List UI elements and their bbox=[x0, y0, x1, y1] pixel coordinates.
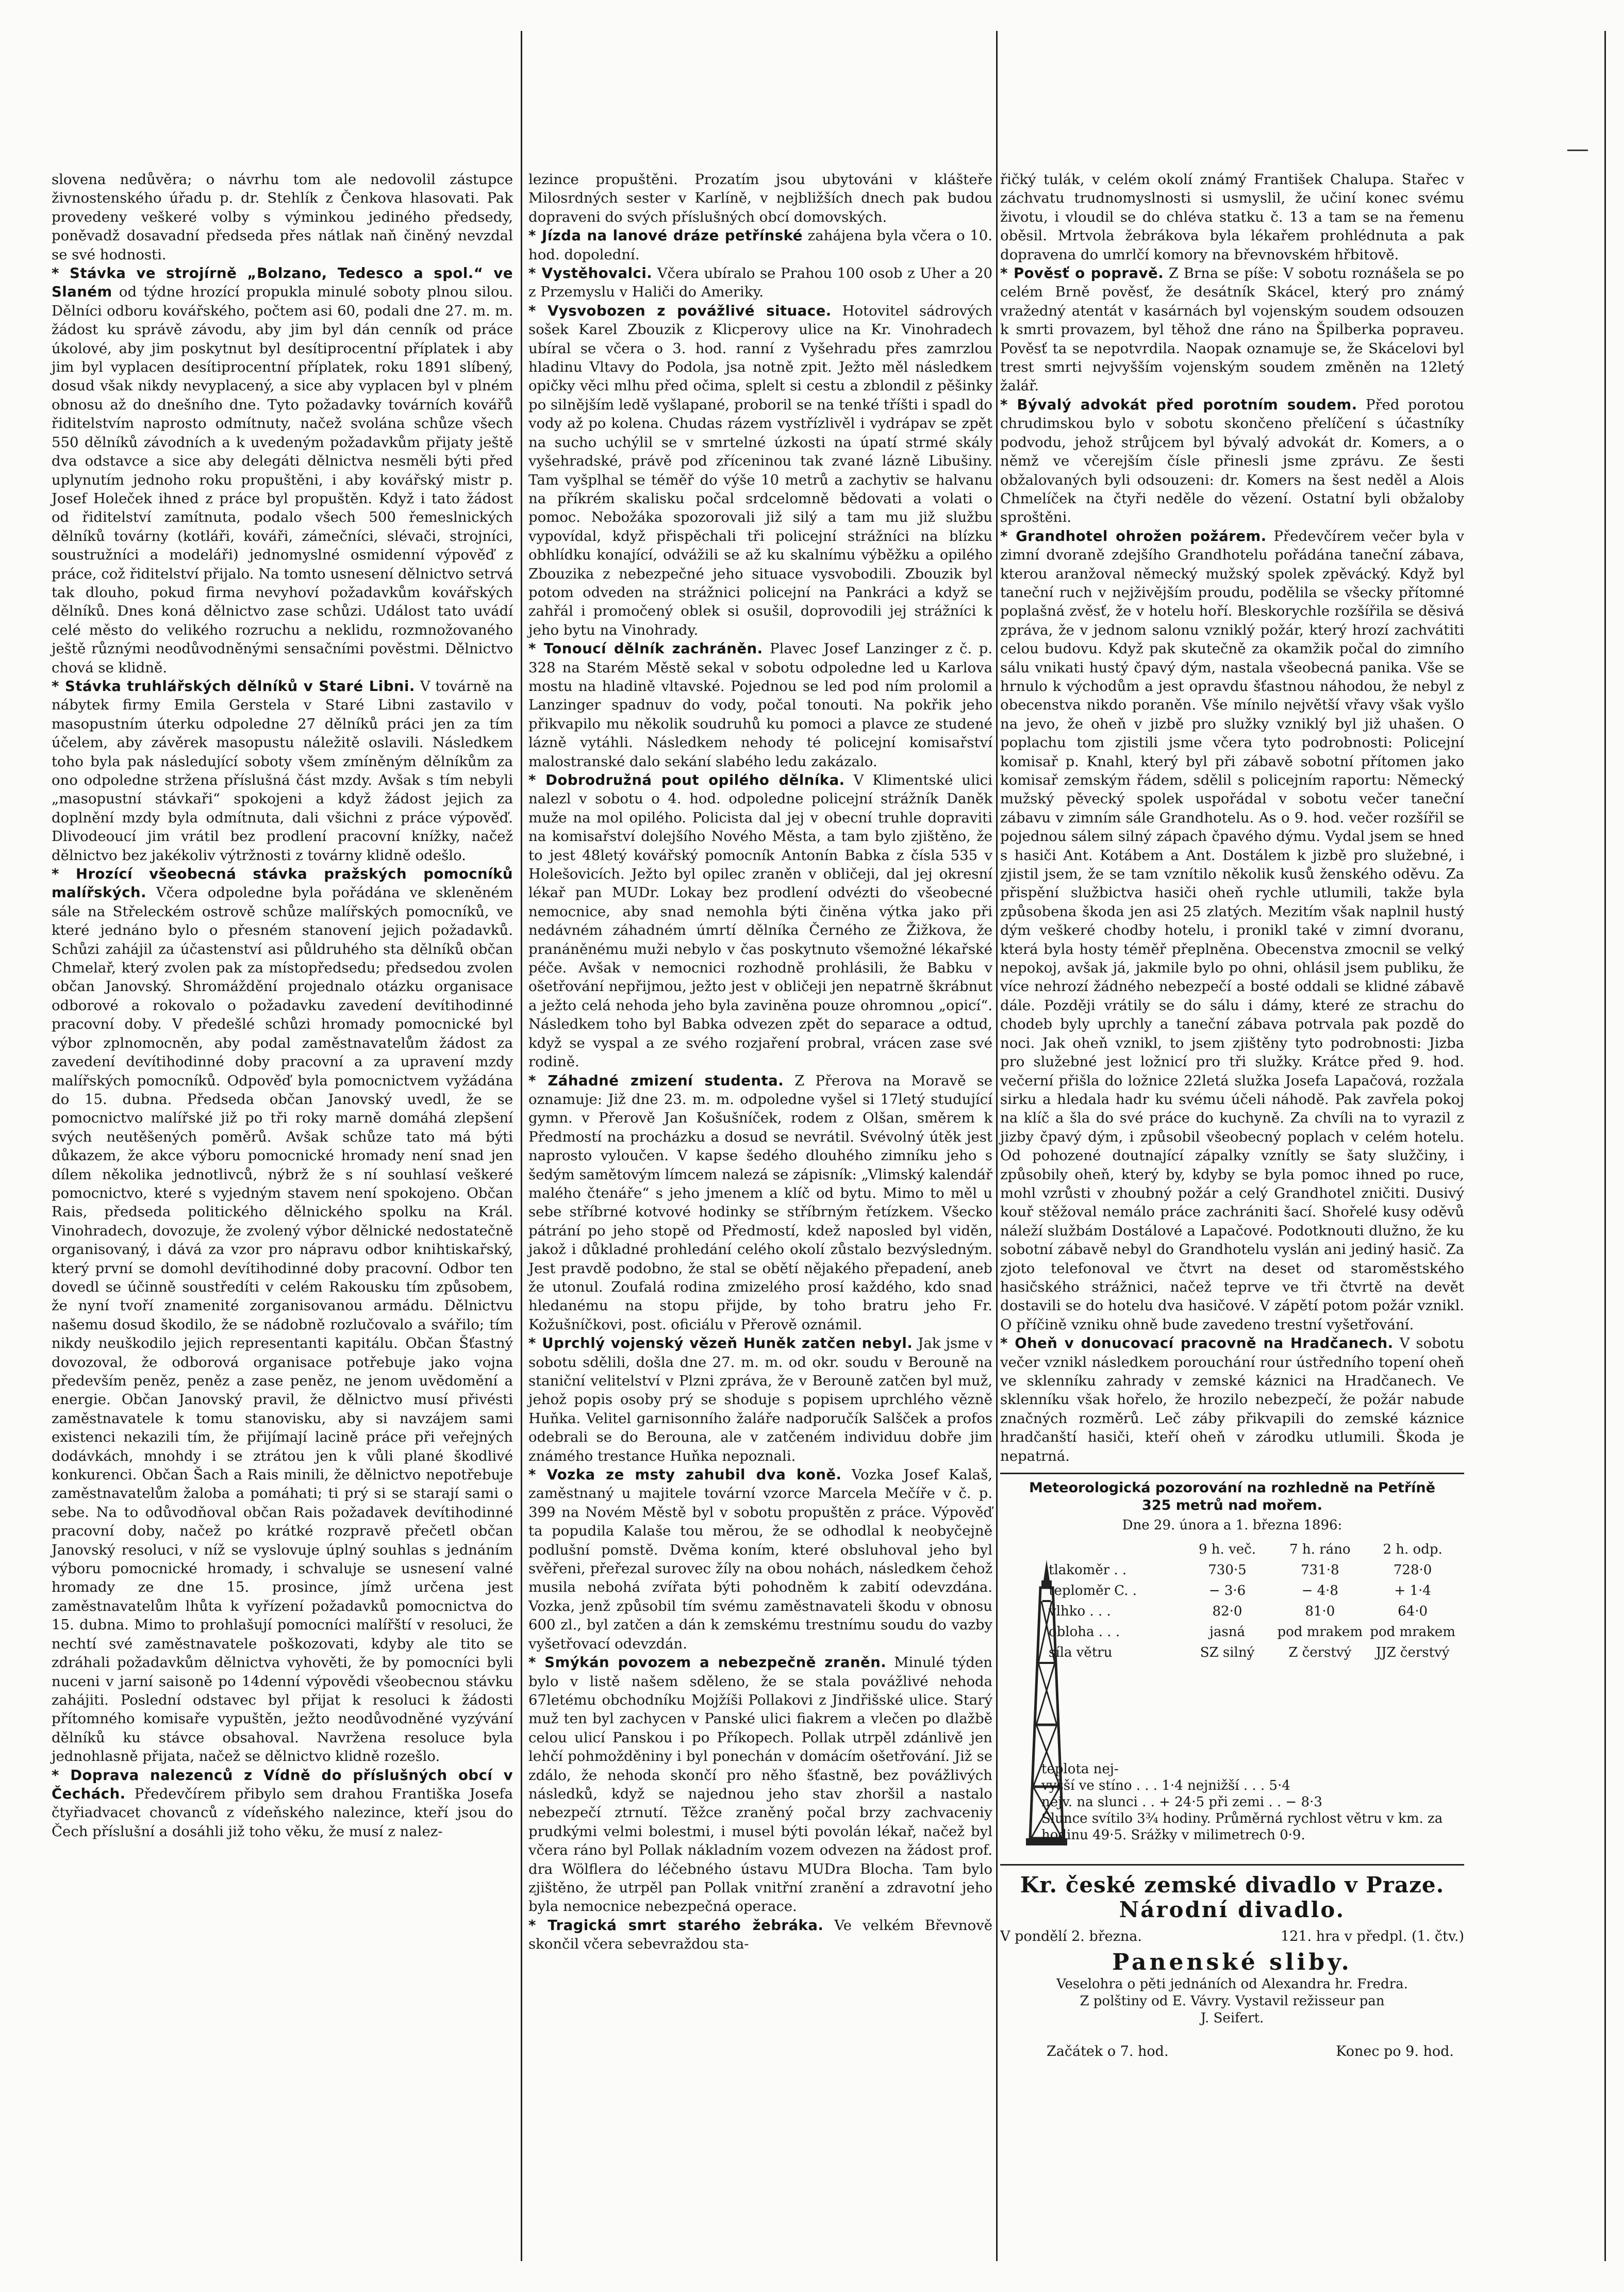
article-body: Z Přerova na Moravě se oznamuje: Již dne 23. m. m. odpoledne vyšel si 17letý studující gymn. v Přerově Jan Košušníček, rodem z Olšan, směrem k Předmostí na procházku a dosud se nevrátil. Svévolný útěk jest naprosto vyloučen. V kapse šedého dlouhého zimníku jeho s šedým samětovým límcem nalezá se zápisník: „Vlimský kalendář malého čtenáře“ s jeho jmenem a klíč od bytu. Mimo to měl u sebe stříbrné kotvové hodinky se stříbrným řetízkem. Všecko pátrání po jeho stopě od Předmostí, kdež naposled byl viděn, jakož i důkladné prohledání celého okolí zůstalo bezvýsledným. Jest pravdě podobno, že stal se obětí nějakého přepadení, aneb že utonul. Zoufalá rodina zmizelého prosí každého, kdo snad hledanému na stopu přijde, by toho bratru jeho Fr. Kožušníčkovi, post. oficiálu v Přerově oznámil. bbox=[528, 1072, 992, 1333]
article-paragraph bbox=[528, 170, 992, 226]
theatre-start: Začátek o 7. hod. bbox=[1047, 2043, 1169, 2060]
article-body: Z Brna se píše: V sobotu roznášela se po celém Brně pověsť, že desátník Skácel, který pro známý vražedný atentát v kasárnách byl vojenským soudem odsouzen k smrti provazem, byl těhož dne ráno na Špilberka popraveu. Pověsť ta se nepotvrdila. Naopak oznamuje se, že Skácelovi byl trest smrti nejvyšším vojenským soudem změněn na 12letý žalář. bbox=[1000, 265, 1464, 394]
article-paragraph bbox=[1000, 170, 1464, 264]
met-row-label: teploměr C. . bbox=[1049, 1583, 1137, 1599]
theatre-subtitle: Národní divadlo. bbox=[1119, 1897, 1346, 1923]
met-value: Z čerstvý bbox=[1288, 1645, 1352, 1661]
met-extra-line: Slunce svítilo 3¾ hodiny. Průměrná rychlost větru v km. za hodinu 49·5. Srážky v milimetrech 0·9. bbox=[1041, 1811, 1443, 1843]
article-body: Minulé týden bylo v listě našem sděleno, že se stala povážlivé nehoda 67letému obchodníku Mojžíši Pollakovi z Jindřišské ulice. Starý muž ten byl zachycen v Panské ulici fiakrem a vlečen po dlažbě celou ulicí Panskou i po Příkopech. Pollak utrpěl zdánlivě jen lehčí pohmožděniny i byl ponechán v domácím ošetřování. Již se zdálo, že nehoda skončí pro něho šťastně, bez povážlivých následků, když se najednou jeho stav zhoršil a nastalo nebezpečí ztrnutí. Těžce zraněný počal brzy zachvaceniу prudkými velmi bolestmi, i musel býti povolán lékař, načež byl včera ráno byl Pollak nákladním vozem odvezen na žádost prof. dra Wölflera do léčebného ústavu MUDra Blocha. Tam bylo zjištěno, že utrpěl pan Pollak vnitřní zranění a zdravotní jeho byla nemocnice nebezpečná operace. bbox=[528, 1654, 992, 1915]
article-heading: * Tonoucí dělník zachráněn. bbox=[528, 640, 763, 657]
article-body: Před porotou chrudimskou bylo v sobotu skončeno přelíčení s účastníky podvodu, jehož strůjcem byl bývalý advokát dr. Komers, a o němž ve včerejším čísle přinesli jsme zprávu. Ze šesti obžalovaných byli odsouzeni: dr. Komers na šest neděl a Alois Chmelíček na čtyři neděle do vězení. Ostatní byli obžaloby sproštěni. bbox=[1000, 396, 1464, 526]
article-heading: * Bývalý advokát před porotním soudem. bbox=[1000, 396, 1357, 413]
article-body: V sobotu večer vznikl následkem porouchání rour ústředního topení oheň ve sklenníku zahrady v zemské káznici na Hradčanech. Ve sklenníku však hořelo, že hrozilo nebezpečí, že požár nabude značných rozměrů. Leč záby přikvapili do zemské káznice hradčanští hasiči, kteří oheň v zárodku utlumili. Škoda je nepatrná. bbox=[1000, 1335, 1464, 1464]
article-paragraph bbox=[52, 677, 513, 865]
article-heading: * Grandhotel ohrožen požárem. bbox=[1000, 527, 1267, 545]
article-body: Vozka Josef Kalaš, zaměstnaný u majitele tovární vzorce Marcela Mečíře v č. p. 399 na Novém Městě byl v sobotu propuštěn z práce. Výpověď ta popudila Kalaše tou měrou, že se odhodlal k neobyčejně podlušní pomstě. Dvěma koním, které obsluhoval jeho byl svěřeni, přeřezal surovec žíly na obou nohách, následkem čehož musila nebohá zvířata býti pohodněm k zabití odevzdána. Vozka, jenž způsobil tím svému zaměstnavateli škodu v obnosu 600 zl., byl zatčen a dán k zemskému trestnímu soudu do vazby vyšetřovací odevzdán. bbox=[528, 1466, 992, 1652]
section-divider bbox=[1000, 1473, 1464, 1474]
article-body: slovena nedůvěra; o návrhu tom ale nedovolil zástupce živnostenského úřadu p. dr. Stehlík z Čenkova hlasovati. Pak provedeny veškeré volby s výminkou jediného předsedy, poněvadž dosavadní předseda přes nátlak naň činěný nevzdal se své hodnosti. bbox=[52, 171, 513, 263]
theatre-play-title: Panenské sliby. bbox=[1112, 1949, 1352, 1976]
article-paragraph bbox=[1000, 264, 1464, 395]
article-heading: * Záhadné zmizení studenta. bbox=[528, 1072, 784, 1089]
met-value: − 3·6 bbox=[1208, 1583, 1246, 1599]
article-body: V továrně na nábytek firmy Emila Gerstela v Staré Libni zastavilo v masopustním úterku odpoledne 27 dělníků práci jen za tím účelem, aby závěrek masopustu náležitě oslavili. Následkem toho byla pak následující soboty všem zmíněným dělníkům za ono odpoledne stržena příslušná část mzdy. Avšak s tím nebyli „masopustní stávkaři“ spokojeni a když žádost jejich za doplnění mzdy byla odmítnuta, dali všichni z práce výpověď. Dlivodeoucí jim vrátil bez prodlení pracovní knížky, načež dělnictvo bez jakékoliv výtržnosti z továrny klidně odešlo. bbox=[52, 678, 513, 864]
article-paragraph bbox=[528, 1071, 992, 1334]
article-body: Jak jsme v sobotu sdělili, došla dne 27. m. m. od okr. soudu v Berouně na staniční velitelství v Plzni zpráva, že v Berouně zatčen byl muž, jehož popis osoby prý se shoduje s popisem uprchlého vězně Huňka. Velitel garnisonního žaláře nadporučík Salšček a profos odebrali se do Berouna, ale v zatčeném individuu dobře jim známého trestance Huňka nepoznali. bbox=[528, 1335, 992, 1464]
article-paragraph bbox=[528, 302, 992, 639]
article-heading: * Vystěhovalci. bbox=[528, 265, 653, 282]
article-heading: * Vysvobozen z povážlivé situace. bbox=[528, 302, 832, 319]
met-row-label: vlhko . . . bbox=[1049, 1604, 1111, 1620]
article-paragraph bbox=[52, 264, 513, 677]
met-row-label: tlakoměr . . bbox=[1049, 1562, 1127, 1578]
met-title-2: 325 metrů nad mořem. bbox=[1142, 1497, 1322, 1514]
met-value: 728·0 bbox=[1393, 1562, 1432, 1578]
column-3 bbox=[1000, 170, 1464, 2061]
article-heading: * Stávka truhlářských dělníků v Staré Libni. bbox=[52, 678, 415, 695]
article-paragraph bbox=[528, 264, 992, 302]
column-rule bbox=[521, 31, 522, 2261]
met-value: − 4·8 bbox=[1301, 1583, 1338, 1599]
article-body: Hotovitel sádrových sošek Karel Zbouzik z Klicperovy ulice na Kr. Vinohradech ubíral se včera o 3. hod. ranní z Vyšehradu přes zamrzlou hladinu Vltavy do Podola, jsa notně zpit. Ježto měl následkem opičky věci mlhu před očima, splelt si cestu a zblondil z pěšinky po silnějším ledě vyšlapané, proboril se na tenké tříšti i spadl do vody až po kolena. Chudas rázem vystřízlivěl i vydrápav se zpět na sucho uchýlil se v smrtelné úzkosti na úpatí strmé skály vyšehradské, právě pod zříceninou tak zvané lázně Libušiny. Tam vyšplhal se téměř do výše 10 metrů a zachytiv se halvanu na příkrém skalisku počal srdcelomně bědovati a volati o pomoc. Nebožáka spozorovali již silý a tam mu již službu vypovídal, když přispěchali tři policejní strážníci na blízku obhlídku konající, odvážili se až ku skalnímu výběžku a opilého Zbouzika z nebezpečné jeho situace vysvobodili. Zbouzik byl potom odveden na strážnici policejní na Pankráci a když se zahřál i promočený oblek si osušil, doprovodili jej strážníci k jeho bytu na Vinohrady. bbox=[528, 302, 992, 638]
theatre-performance: 121. hra v předpl. (1. čtv.) bbox=[1280, 1928, 1464, 1945]
article-paragraph bbox=[52, 865, 513, 1766]
met-extra-line: nejv. na slunci . . + 24·5 při zemi . . − 8·3 bbox=[1041, 1794, 1322, 1810]
met-value: 731·8 bbox=[1301, 1562, 1339, 1578]
article-heading: * Vozka ze msty zahubil dva koně. bbox=[528, 1466, 842, 1483]
met-col-header: 2 h. odp. bbox=[1383, 1542, 1443, 1558]
met-value: 81·0 bbox=[1305, 1604, 1335, 1620]
article-paragraph bbox=[1000, 395, 1464, 527]
met-extra-line: teplota nej- bbox=[1041, 1761, 1119, 1777]
article-body: Předevčírem večer byla v zimní dvoraně zdejšího Grandhotelu pořádána taneční zábava, kterou aranžoval německý mužský spolek zpěvácký. Když byl taneční ruch v nejživějším proudu, podělila se všecky přítomné poplašná zvěsť, že v hotelu hoří. Bleskorychle rozšířila se děsivá zpráva, že v jednom salonu vzniklý požár, který hrozí zachvátiti celou budovu. Když pak skutečně za okamžik počal do zimního sálu vnikati hustý čpavý dým, nastala všeobecná panika. Vše se hrnulo k východům a jest opravdu šťastnou náhodou, že nebyl z obecenstva nikdo poraněn. Vše mínilo největší vřavy však vyšlo na jevo, že oheň v jizbě pro služky vzniklý byl již uhašen. O poplachu tom zjistili jsme včera tyto podrobnosti: Policejní komisař p. Knahl, který byl při zábavě sobotní přítomen jako komisař zemským řádem, sdělil s policejním raportu: Německý mužský pěvecký spolek uspořádal v sobotu večer taneční zábavu v zimním sále Grandhotelu. As o 9. hod. večer rozšířil se pojednou sálem silný zápach čpavého dýmu. Vydal jsem se hned s hasiči Ant. Kotábem a Ant. Dostálem k jizbě pro služebné, i zjistil jsem, že se tam vznítilo několik kusů ženského oděvu. Za přispění službictva hasiči oheň rychle utlumili, takže byla způsobena škoda jen asi 25 zlatých. Mezitím však naplnil hustý dým veškeré chodby hotelu, i pronikl také v zimní dvoranu, která byla hosty téměř přeplněna. Obecenstva zmocnil se velký nepokoj, avšak já, jakmile bylo po ohni, ohlásil jsem publiku, že více nehrozí žádného nebezpečí a bosté oddali se klidné zábavě dále. Později vrátily se do sálu i dámy, které ze strachu do chodeb byly uprchly a taneční zábava potrvala pak pozdě do noci. Jak oheň vznikl, to jsem zjištěny tyto podrobnosti: Jizba pro služebné jest ložnicí pro tři služky. Krátce před 9. hod. večerní přišla do ložnice 22letá služka Josefa Lapačová, rozžala sirku a hledala hadr ku svému účeli náhodě. Pak zavřela pokoj na klíč a šla do své práce do kuchyně. Za chvíli na to vyrazil z jizby čpavý dým, i způsobil všeobecný poplach v celém hotelu. Od pohozené doutnající zápalky vznítly se šaty služčiny, i způsobily oheň, který by, kdyby se byla pomoc ihned po ruce, mohl vzrůsti v zhoubný požár a celý Grandhotel zničiti. Dusivý kouř stěžoval nemálo práce zachrániti šací. Shořelé kusy oděvů náleží službám Dostálové a Lapačové. Podotknouti dlužno, že ku sobotní zábavě nebyl do Grandhotelu vyslán ani jediný hasič. Za zjoto telefonoval ve čtvrt na deset od staroměstského hasičského strážnici, načež teprve ve tři čtvrtě na devět dostavili se do hotelu dva hasičové. V zápětí potom požár vznikl. O příčině vzniku ohně bude zavedeno trestní vyšetřování. bbox=[1000, 527, 1464, 1333]
theatre-end: Konec po 9. hod. bbox=[1336, 2043, 1454, 2060]
column-1 bbox=[52, 170, 513, 1841]
article-body: Plavec Josef Lanzinger z č. p. 328 na Starém Městě sekal v sobotu odpoledne led u Karlova mostu na hladině vltavské. Pojednou se led pod ním prolomil a Lanzinger spadnuv do vody, počal tonouti. Na pokřik jeho přikvapilo mu několik soudruhů ku pomoci a plavce ze studené lázně vytáhli. Následkem nehody té policejní komisařství malostranské dalo sekání slabého ledu zakázalo. bbox=[528, 640, 993, 770]
article-heading: * Pověsť o popravě. bbox=[1000, 265, 1164, 282]
met-table bbox=[1047, 1539, 1459, 1663]
article-heading: * Dobrodružná pout opilého dělníka. bbox=[528, 772, 845, 788]
met-value: SZ silný bbox=[1200, 1645, 1255, 1661]
article-paragraph bbox=[528, 1465, 992, 1653]
margin-dash bbox=[1567, 150, 1588, 151]
article-paragraph bbox=[1000, 1334, 1464, 1465]
meteorological-box bbox=[1000, 1479, 1464, 1859]
theatre-cast: Z polštiny od E. Vávry. Vystavil režisseur pan bbox=[1080, 1993, 1385, 2009]
article-body: řičký tulák, v celém okolí známý František Chalupa. Stařec v záchvatu trudnomyslnosti si usmyslil, že učiní konec svému životu, i vloudil se do chléva statku č. 13 a tam se na řemenu oběsil. Mrtvola žebrákova byla lékařem prohlédnuta a pak dopravena do umrlčí komory na břevnovském hřbitově. bbox=[1000, 171, 1464, 263]
theatre-date: V pondělí 2. března. bbox=[1000, 1928, 1142, 1945]
section-divider bbox=[1000, 1864, 1464, 1866]
met-title: Meteorologická pozorování na rozhledně na Petříně bbox=[1029, 1480, 1435, 1496]
article-paragraph bbox=[528, 1916, 992, 1954]
theatre-cast: Veselohra o pěti jednáních od Alexandra hr. Fredra. bbox=[1056, 1976, 1408, 1992]
met-value: 82·0 bbox=[1212, 1604, 1242, 1620]
met-row-label: síla větru bbox=[1049, 1645, 1113, 1661]
article-paragraph bbox=[1000, 527, 1464, 1334]
article-heading: * Jízda na lanové dráze petřínské bbox=[528, 227, 803, 244]
article-body: od týdne hrozící propukla minulé soboty plnou silou. Dělníci odboru kovářského, počtem asi 60, podali dne 27. m. m. žádost ku správě závodu, aby jim byl dán cenník od práce úkolové, aby jim poskytnut byl desítiprocentní příplatek i aby jim byl vyplacen desítiprocentní příplatek, roku 1891 slíbený, dosud však nikdy nevyplacený, a sice aby vyplacen byl v plném obnosu až do dnešního dne. Tyto požadavky továrních kovářů řiditelstvím naprosto odmítnuty, načež svolána schůze všech 550 dělníků závodních a k uvedeným požadavkům přijaty ještě dva odstavce a sice aby delegáti dělnictva nesměli býti před uplynutím jednoho roku propuštěni, i aby kovářský mistr p. Josef Holeček ihned z práce byl propuštěn. Když i tato žádost od řiditelství zamítnuta, podalo všech 500 řemeslnických dělníků továrny (kotláři, kováři, zámečníci, slévači, strojníci, soustružníci a modeláři) jednomyslné osmidenní výpověď z práce, což řiditelství přijalo. Na tomto usnesení dělnictvo setrvá tak dlouho, pokud firma nevyhoví požadavkům kovářských dělníků. Dnes koná dělnictvo zase schůzi. Událost tato uvádí celé město do velikého rozruchu a neklidu, rozmnožovaného ještě různými neodůvodněnými sensačními pověstmi. Dělnictvo chová se klidně. bbox=[52, 284, 513, 676]
met-value: + 1·4 bbox=[1394, 1583, 1431, 1599]
met-extra bbox=[1041, 1761, 1459, 1843]
met-value: jasná bbox=[1209, 1624, 1246, 1640]
article-body: Předevčírem přibylo sem drahou Františka Josefa čtyřiadvacet chovanců z vídeňského nalezince, kteří jsou do Čech příslušní a dosáhli již toho věku, že musí z nalez- bbox=[52, 1785, 513, 1840]
met-extra-line: vyšší ve stíno . . . 1·4 nejnižší . . . 5·4 bbox=[1041, 1778, 1290, 1794]
theatre-box bbox=[1000, 1873, 1464, 2061]
column-rule bbox=[996, 31, 998, 2261]
article-body: lezince propuštěni. Prozatím jsou ubytováni v klášteře Milosrdných sester v Karlíně, v nejbližších dnech pak budou dopraveni do svých příslušných obcí domovských. bbox=[528, 171, 992, 225]
met-col-header: 7 h. ráno bbox=[1289, 1542, 1351, 1558]
met-value: pod mrakem bbox=[1277, 1624, 1363, 1640]
article-heading: * Oheň v donucovací pracovně na Hradčanech. bbox=[1000, 1335, 1394, 1352]
article-heading: * Uprchlý vojenský vězeň Huněk zatčen nebyl. bbox=[528, 1335, 913, 1352]
met-value: JJZ čerstvý bbox=[1376, 1645, 1450, 1661]
article-heading: * Tragická smrt starého žebráka. bbox=[528, 1917, 824, 1934]
theatre-title: Kr. české zemské divadlo v Praze. bbox=[1020, 1872, 1445, 1898]
article-heading: * Doprava nalezenců z Vídně do příslušných obcí v Čechách. bbox=[52, 1767, 513, 1802]
article-paragraph bbox=[528, 639, 992, 771]
article-paragraph bbox=[528, 226, 992, 264]
page-edge-rule bbox=[1604, 31, 1606, 2261]
article-heading: * Stávka ve strojírně „Bolzano, Tedesco a spol.“ ve Slaném bbox=[52, 265, 513, 301]
theatre-cast: J. Seifert. bbox=[1200, 2010, 1264, 2026]
article-paragraph bbox=[52, 170, 513, 264]
met-value: 730·5 bbox=[1208, 1562, 1247, 1578]
article-body: Včera ubíralo se Prahou 100 osob z Uher a 20 z Przemyslu v Haliči do Ameriky. bbox=[528, 265, 992, 301]
article-body: V Klimentské ulici nalezl v sobotu o 4. hod. odpoledne policejní strážník Daněk muže na mol opilého. Policista dal jej v obecní truhle dopraviti na komisařství dolejšího Nového Města, a tam bylo zjištěno, že to jest 48letý kovářský pomocník Antonín Babka z čísla 535 v Holešovicích. Ježto byl opilec zraněn v obličeji, dal jej okresní lékař pan MUDr. Lokay bez prodlení odvézti do všeobecné nemocnice, aby snad nemohla býti činěna výtka jako při nedávném záhadném úmrtí dělníka Černého ze Žižkova, že pranáněnému muži nebylo v čas poskytnuto všemožné lékařské péče. Avšak v nemocnici rozhodně prohlásili, že Babku v ošetřování nepřijmou, ježto jest v obličeji jen nepatrně škrábnut a ježto celá nehoda jeho byla zaviněna pouze ohromnou „opicí“. Následkem toho byl Babka odvezen zpět do separace a odtud, když se vyspal a ze svého rozjaření probral, vrácen zase své rodině. bbox=[528, 772, 992, 1070]
article-paragraph bbox=[52, 1766, 513, 1841]
article-body: zahájena byla včera o 10. hod. dopolední. bbox=[528, 227, 992, 263]
met-value: pod mrakem bbox=[1370, 1624, 1455, 1640]
met-value: 64·0 bbox=[1398, 1604, 1428, 1620]
met-dates: Dne 29. února a 1. března 1896: bbox=[1122, 1518, 1343, 1534]
article-paragraph bbox=[528, 1334, 992, 1465]
article-heading: * Hrozící všeobecná stávka pražských pomocníků malířských. bbox=[52, 866, 513, 901]
article-body: Včera odpoledne byla pořádána ve skleněném sále na Střeleckém ostrově schůze malířských pomocníků, ve které jednáno bylo o přesném stanovení jejich požadavků. Schůzi zahájil za účastenství asi půldruhého sta dělníků občan Chmelař, který zvolen pak za místopředsedu; předsedou zvolen občan Janovský. Shromáždění projednalo otázku organisace odborové a rokovalo o požadavku zavedení devítihodinné pracovní doby. V předešlé schůzi hromady pomocnické byl výbor zplnomocněn, aby podal zaměstnavatelům žádost za zavedení devítihodinné doby pracovní a za upravení mzdy malířských pomocníků. Odpověď byla pomocnictvem vyžádána do 15. dubna. Předseda občan Janovský uvedl, že se pomocnictvo malířské již po tři roky marně domáhá zlepšení svých neutěšených poměrů. Avšak schůze tato má býti důkazem, že akce výboru pomocnické hromady není snad jen dílem několika jednotlivců, nýbrž že s ní souhlasí veškeré pomocnictvo, které s vyjedným stavem není spokojeno. Občan Rais, předseda politického dělnického spolku na Král. Vinohradech, dovozuje, že zvolený výbor dělnické nedostatečně organisovaný, i dává za vzor pro nápravu odbor knihtiskařský, který první se domohl devítihodinné doby pracovní. Odbor ten dovedl se účinně soustředíti v celém Rakousku tím způsobem, že nyní tvoří znamenité zorganisovanou armádu. Dělnictvu našemu dosud škodilo, že se nádobně rozlučovalo a svářilo; tím nikdy neuškodilo jejich representanti kapitálu. Občan Šťastný dovozoval, že odborová organisace potřebuje jako vojna především peněz, peněz a zase peněz, ne jenom uvědomění a energie. Občan Janovský pravil, že dělnictvo musí přivésti zaměstnavatele k tomu stanovisku, aby si navzájem sami existenci nekazili tím, že přijímají lacině práce při veřejných dodávkách, mnohdy i se ztrátou jen k vůli plané škodlivé konkurenci. Občan Šach a Rais minili, že dělnictvo nepotřebuje zaměstnavatelům žaloba a pomáhati; ti prý si se starají sami o sebe. Na to odůvodňoval občan Rais požadavek devítihodinné pracovní doby, načež po krátké rozpravě přečetl občan Janovský resoluci, v níž se vyslovuje úplný souhlas s jednáním výboru pomocnické hromady, i schvaluje se usnesení valné hromady ze dne 15. prosince, jímž určena jest zaměstnavatelům lhůta k vyřízení požadavků pomocnictva do 15. dubna. Mimo to prohlašují pomocníci malířští v resoluci, že nechtí své zaměstnavatele poškozovati, kdyby ale tito se zdráhali požadavkům dělnictva vyhověti, že by pomocníci byli nuceni v jarní saisoně po 14denní výpovědi všeobecnou stávku zahájiti. Poslední odstavec byl přijat k resoluci k žádosti přítomného komisaře vypuštěn, ježto neodůvodněné vyzývání dělníků ku stávce obsahoval. Navržena resoluce byla jednohlasně přijata, načež se dělnictvo klidně rozešlo. bbox=[52, 884, 513, 1765]
article-paragraph bbox=[528, 771, 992, 1071]
article-paragraph bbox=[528, 1653, 992, 1916]
met-row-label: obloha . . . bbox=[1049, 1624, 1120, 1640]
met-col-header: 9 h. več. bbox=[1199, 1542, 1256, 1558]
article-heading: * Smýkán povozem a nebezpečně zraněn. bbox=[528, 1654, 887, 1671]
column-2 bbox=[528, 170, 992, 1954]
article-body: Ve velkém Břevnově skončil včera sebevraždou sta- bbox=[528, 1917, 993, 1953]
